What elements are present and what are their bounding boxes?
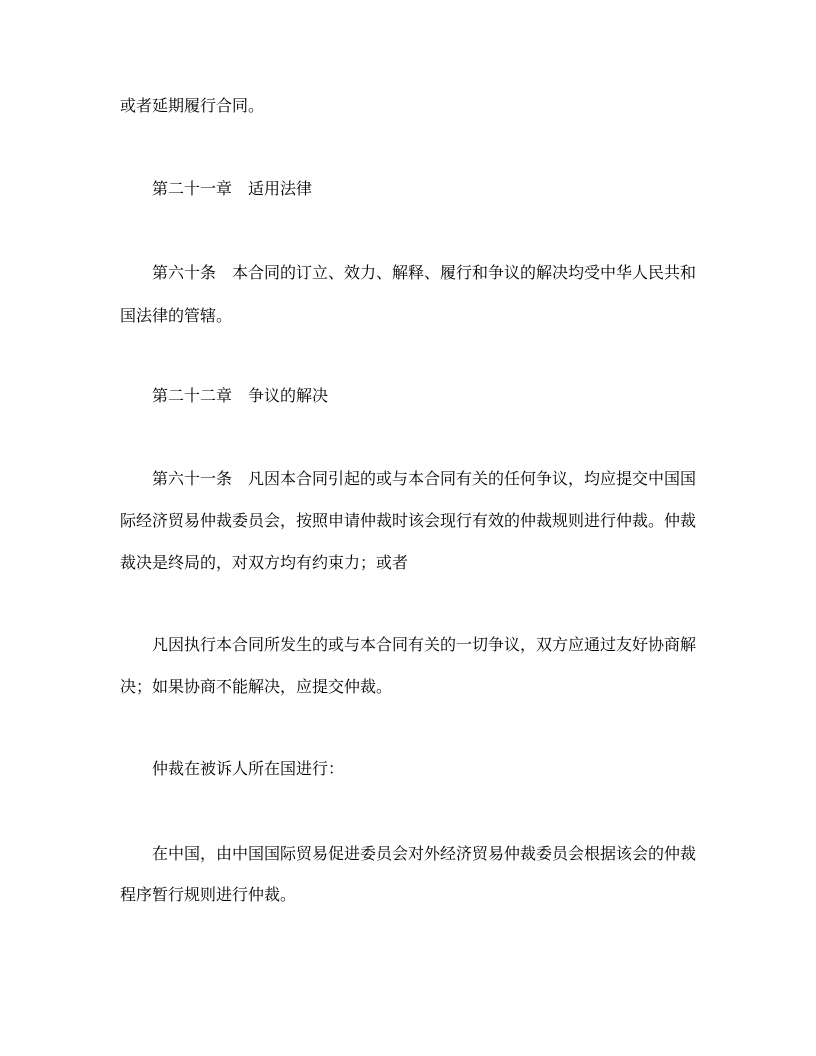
venue-line: 仲裁在被诉人所在国进行： [152,759,345,778]
chapter-heading: 第二十一章 适用法律 [152,179,313,198]
article-61-line-1: 第六十一条 凡因本合同引起的或与本合同有关的任何争议，均应提交中国国 [152,469,697,488]
article-60-line-2: 国法律的管辖。 [120,306,233,325]
article-60-line-1: 第六十条 本合同的订立、效力、解释、履行和争议的解决均受中华人民共和 [152,263,697,282]
negotiation-line-1: 凡因执行本合同所发生的或与本合同有关的一切争议，双方应通过友好协商解 [152,635,697,654]
china-line-1: 在中国，由中国国际贸易促进委员会对外经济贸易仲裁委员会根据该会的仲裁 [152,844,697,863]
article-61-line-2: 际经济贸易仲裁委员会，按照申请仲裁时该会现行有效的仲裁规则进行仲裁。仲裁 [120,511,697,530]
negotiation-line-2: 决；如果协商不能解决，应提交仲裁。 [120,677,393,696]
article-61-line-3: 裁决是终局的，对双方均有约束力；或者 [120,553,409,572]
china-line-2: 程序暂行规则进行仲裁。 [120,885,297,904]
chapter-heading: 第二十二章 争议的解决 [152,386,329,405]
paragraph-line: 或者延期履行合同。 [120,96,265,115]
